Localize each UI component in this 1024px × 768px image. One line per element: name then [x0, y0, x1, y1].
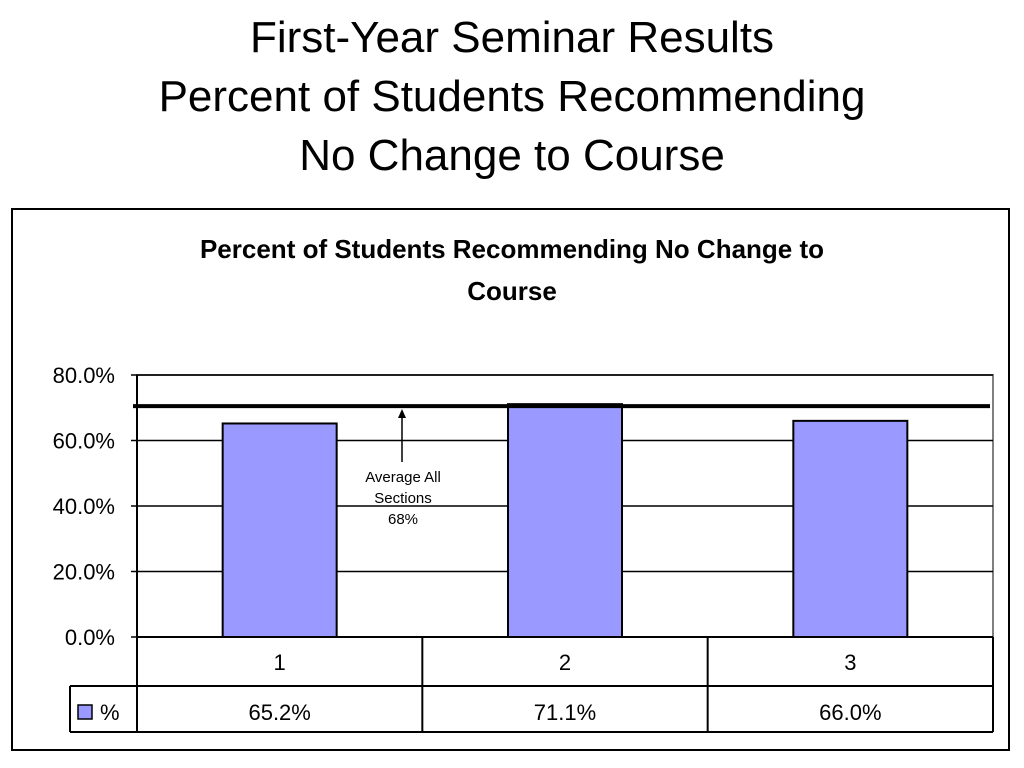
annotation-label: Average All — [365, 469, 441, 486]
y-tick-label: 40.0% — [52, 494, 115, 519]
x-tick-label: 3 — [844, 650, 857, 675]
slide-title-line-3: No Change to Course — [299, 131, 725, 180]
x-tick-label: 1 — [273, 650, 286, 675]
bar — [223, 423, 337, 637]
slide-title-line-1: First-Year Seminar Results — [249, 13, 775, 62]
legend-label: % — [100, 700, 120, 725]
chart-title-line-1: Percent of Students Recommending No Change to — [199, 234, 825, 264]
bar — [508, 404, 622, 637]
bar — [793, 421, 907, 637]
annotation-arrowhead — [398, 409, 406, 418]
data-label: 65.2% — [248, 700, 311, 725]
annotation-label: Sections — [374, 490, 432, 507]
chart-title-line-2: Course — [467, 276, 557, 306]
x-tick-label: 2 — [558, 650, 572, 675]
y-tick-label: 80.0% — [52, 363, 115, 388]
data-label: 71.1% — [533, 700, 597, 725]
slide-title-line-2: Percent of Students Recommending — [158, 72, 866, 121]
annotation-label: 68% — [387, 511, 419, 528]
y-tick-label: 20.0% — [52, 559, 115, 585]
data-label: 66.0% — [819, 700, 882, 725]
y-tick-label: 60.0% — [52, 428, 115, 454]
legend-swatch — [78, 705, 92, 719]
y-tick-label: 0.0% — [64, 625, 115, 650]
